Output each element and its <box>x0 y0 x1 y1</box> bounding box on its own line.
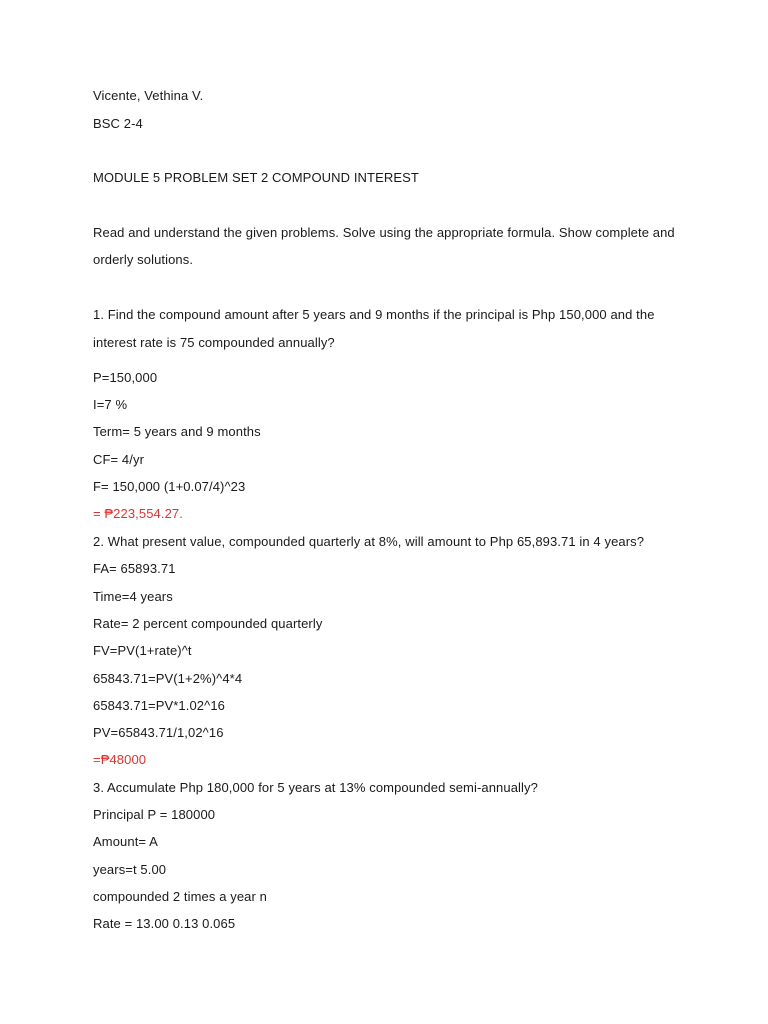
instructions-line-1: Read and understand the given problems. Solve using the appropriate formula. Show complete and <box>93 225 675 240</box>
problem1-question-line-1: 1. Find the compound amount after 5 years and 9 months if the principal is Php 150,000 and the <box>93 307 655 322</box>
problem1-answer: = ₱223,554.27. <box>93 506 183 521</box>
problem3-amount: Amount= A <box>93 834 158 849</box>
student-section: BSC 2-4 <box>93 116 143 131</box>
problem3-rate: Rate = 13.00 0.13 0.065 <box>93 916 236 931</box>
instructions-line-2: orderly solutions. <box>93 252 194 267</box>
problem2-step-2: 65843.71=PV*1.02^16 <box>93 698 225 713</box>
problem1-interest: I=7 % <box>93 397 128 412</box>
problem2-rate: Rate= 2 percent compounded quarterly <box>93 616 323 631</box>
problem3-years: years=t 5.00 <box>93 862 167 877</box>
document-title: MODULE 5 PROBLEM SET 2 COMPOUND INTEREST <box>93 170 419 185</box>
problem3-compounded: compounded 2 times a year n <box>93 889 267 904</box>
problem2-formula: FV=PV(1+rate)^t <box>93 643 192 658</box>
problem1-term: Term= 5 years and 9 months <box>93 424 261 439</box>
problem2-question: 2. What present value, compounded quarterly at 8%, will amount to Php 65,893.71 in 4 years? <box>93 534 645 549</box>
problem2-step-3: PV=65843.71/1,02^16 <box>93 725 224 740</box>
student-name: Vicente, Vethina V. <box>93 88 204 103</box>
problem2-fa: FA= 65893.71 <box>93 561 176 576</box>
problem1-cf: CF= 4/yr <box>93 452 145 467</box>
problem3-principal: Principal P = 180000 <box>93 807 216 822</box>
problem3-question: 3. Accumulate Php 180,000 for 5 years at 13% compounded semi-annually? <box>93 780 538 795</box>
problem1-principal: P=150,000 <box>93 370 158 385</box>
problem1-question-line-2: interest rate is 75 compounded annually? <box>93 335 335 350</box>
problem2-time: Time=4 years <box>93 589 173 604</box>
problem2-step-1: 65843.71=PV(1+2%)^4*4 <box>93 671 243 686</box>
problem2-answer: =₱48000 <box>93 752 147 767</box>
problem1-formula: F= 150,000 (1+0.07/4)^23 <box>93 479 246 494</box>
